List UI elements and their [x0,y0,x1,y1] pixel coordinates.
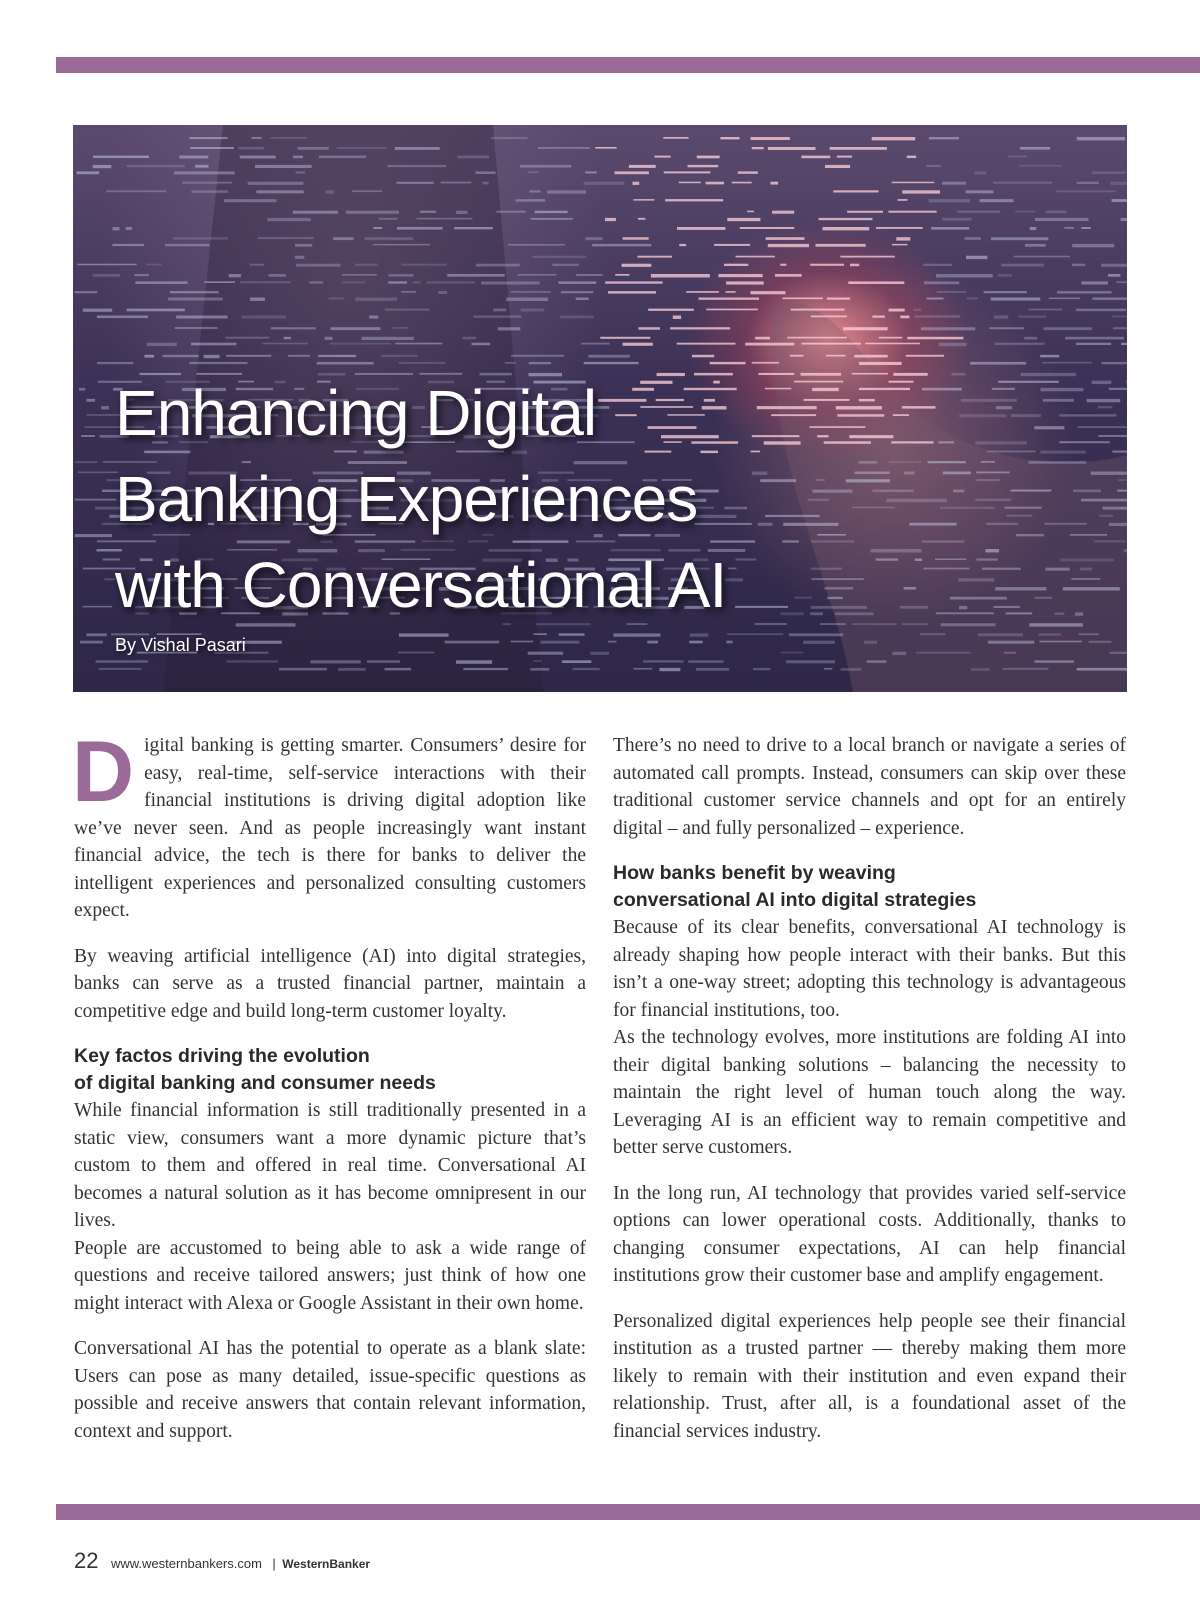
right-column [613,732,1126,1463]
paragraph: In the long run, AI technology that provides varied self-service options can lower operational costs. Additionally, thanks to changing consumer expectations, AI can help financial institutions grow their customer base and amplify engagement. [613,1182,1126,1286]
paragraph: Conversational AI has the potential to operate as a blank slate: Users can pose as many detailed, issue-specific questions as possible and receive answers that contain relevant information, context and support. [74,1338,586,1442]
paragraph: There’s no need to drive to a local branch or navigate a series of automated call prompts. Instead, consumers can skip over these traditional customer service channels and opt for an entirely digital – and fully personalized – experience. [613,735,1126,839]
website-url: www.westernbankers.com [110,1556,262,1571]
section-heading: Key factos driving the evolution of digital banking and consumer needs [74,1045,436,1094]
paragraph: Personalized digital experiences help people see their financial institution as a trusted partner — thereby making them more likely to remain with their institution and even expand their relationship. Trust, after all, is a foundational asset of the financial services industry. [613,1310,1126,1442]
paragraph: As the technology evolves, more institutions are folding AI into their digital banking solutions – balancing the necessity to maintain the right level of human touch along the way. Leveraging AI is an efficient way to remain competitive and better serve customers. [613,1027,1126,1158]
top-accent-bar [56,57,1200,73]
intro-paragraph: Digital banking is getting smarter. Consumers’ desire for easy, real-time, self-service interactions with their financial institutions is driving digital adoption like we’ve never seen. And as people increasingly want instant financial advice, the tech is there for banks to deliver the intelligent experiences and personalized consulting customers expect. [72,724,586,921]
page-number: 22 [74,1548,99,1573]
title-line: Enhancing Digital [115,377,597,449]
section-heading: How banks benefit by weaving conversational AI into digital strategies [613,862,977,911]
bottom-accent-bar [56,1504,1200,1520]
magazine-name: WesternBanker [282,1557,371,1571]
paragraph: By weaving artificial intelligence (AI) into digital strategies, banks can serve as a trusted financial partner, maintain a competitive edge and build long-term customer loyalty. [74,945,586,1022]
footer-separator: | [272,1556,276,1571]
left-column [72,724,586,1463]
byline: By Vishal Pasari [115,635,246,655]
paragraph: People are accustomed to being able to ask a wide range of questions and receive tailored answers; just think of how one might interact with Alexa or Google Assistant in their own home. [74,1237,586,1314]
article-title [115,370,726,628]
page-footer [74,1548,370,1574]
title-line: with Conversational AI [115,549,727,621]
title-line: Banking Experiences [115,463,698,535]
drop-cap: D [72,724,135,820]
paragraph: Because of its clear benefits, conversational AI technology is already shaping how people interact with their banks. But this isn’t a one-way street; adopting this technology is advantageous for financial institutions, too. [613,917,1126,1021]
paragraph: While financial information is still traditionally presented in a static view, consumers want a more dynamic picture that’s custom to them and offered in real time. Conversational AI becomes a natural solution as it has become omnipresent in our lives. [74,1100,586,1231]
hero-image [73,125,1127,692]
